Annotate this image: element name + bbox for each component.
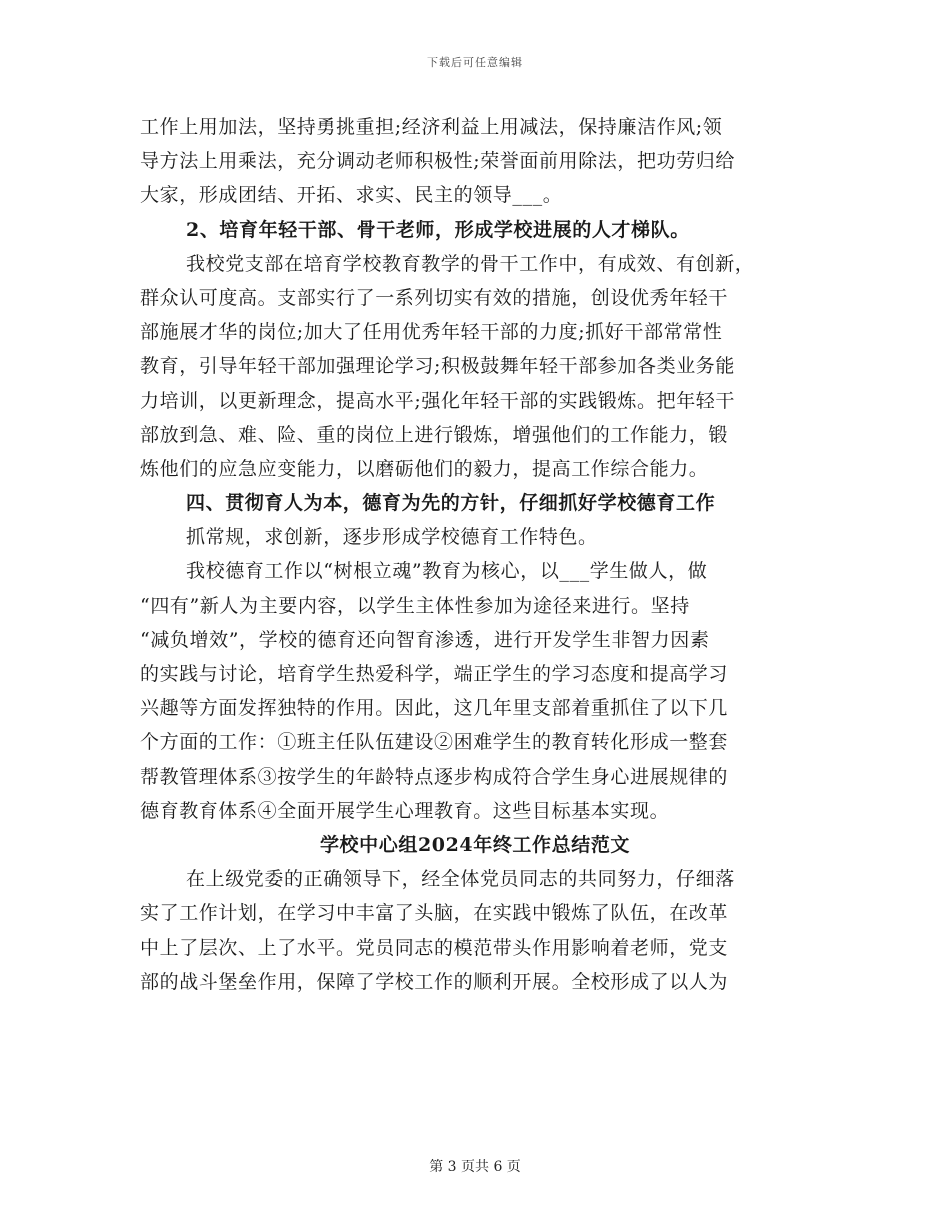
paragraph-line: 群众认可度高。支部实行了一系列切实有效的措施，创设优秀年轻干 bbox=[140, 286, 729, 309]
paragraph-line: 德育教育体系④全面开展学生心理教育。这些目标基本实现。 bbox=[140, 799, 670, 822]
document-title: 学校中心组2024年终工作总结范文 bbox=[319, 833, 631, 856]
paragraph-line: 部的战斗堡垒作用，保障了学校工作的顺利开展。全校形成了以人为 bbox=[140, 970, 729, 993]
paragraph-line: 个方面的工作：①班主任队伍建设②困难学生的教育转化形成一整套 bbox=[140, 731, 729, 754]
paragraph-line: 兴趣等方面发挥独特的作用。因此，这几年里支部着重抓住了以下几 bbox=[140, 697, 729, 720]
paragraph-line: “减负增效”，学校的德育还向智育渗透，进行开发学生非智力因素 bbox=[140, 628, 710, 651]
paragraph-line: 的实践与讨论，培育学生热爱科学，端正学生的学习态度和提高学习 bbox=[140, 663, 729, 685]
paragraph-line: 炼他们的应急应变能力，以磨砺他们的毅力，提高工作综合能力。 bbox=[140, 457, 709, 480]
paragraph-line: 抓常规，求创新，逐步形成学校德育工作特色。 bbox=[186, 526, 598, 549]
document-body bbox=[140, 110, 810, 999]
paragraph-line: “四有”新人为主要内容，以学生主体性参加为途径来进行。坚持 bbox=[140, 594, 690, 617]
paragraph-line: 大家，形成团结、开拓、求实、民主的领导___。 bbox=[140, 184, 563, 207]
section-heading: 四、贯彻育人为本，德育为先的方针，仔细抓好学校德育工作 bbox=[186, 492, 716, 515]
paragraph-line: 中上了层次、上了水平。党员同志的模范带头作用影响着老师，党支 bbox=[140, 936, 729, 959]
paragraph-line: 力培训，以更新理念，提高水平;强化年轻干部的实践锻炼。把年轻干 bbox=[140, 389, 736, 412]
paragraph-line: 我校党支部在培育学校教育教学的骨干工作中，有成效、有创新， bbox=[186, 252, 755, 275]
paragraph-line: 部施展才华的岗位;加大了任用优秀年轻干部的力度;抓好干部常常性 bbox=[140, 321, 723, 344]
paragraph-line: 帮教管理体系③按学生的年龄特点逐步构成符合学生身心进展规律的 bbox=[140, 765, 729, 788]
paragraph-line: 工作上用加法，坚持勇挑重担;经济利益上用减法，保持廉洁作风;领 bbox=[140, 116, 723, 138]
page-number: 第 3 页共 6 页 bbox=[429, 1159, 521, 1175]
paragraph-line: 教育，引导年轻干部加强理论学习;积极鼓舞年轻干部参加各类业务能 bbox=[140, 355, 736, 378]
section-heading: 2、培育年轻干部、骨干老师，形成学校进展的人才梯队。 bbox=[186, 218, 690, 241]
header-note: 下载后可任意编辑 bbox=[427, 56, 523, 69]
paragraph-line: 在上级党委的正确领导下，经全体党员同志的共同努力，仔细落 bbox=[186, 868, 735, 891]
paragraph-line: 实了工作计划，在学习中丰富了头脑，在实践中锻炼了队伍，在改革 bbox=[140, 902, 729, 925]
paragraph-line: 我校德育工作以“树根立魂”教育为核心，以___学生做人，做 bbox=[186, 560, 708, 583]
paragraph-line: 部放到急、难、险、重的岗位上进行锻炼，增强他们的工作能力，锻 bbox=[140, 423, 729, 446]
paragraph-line: 导方法上用乘法，充分调动老师积极性;荣誉面前用除法，把功劳归给 bbox=[140, 150, 736, 173]
